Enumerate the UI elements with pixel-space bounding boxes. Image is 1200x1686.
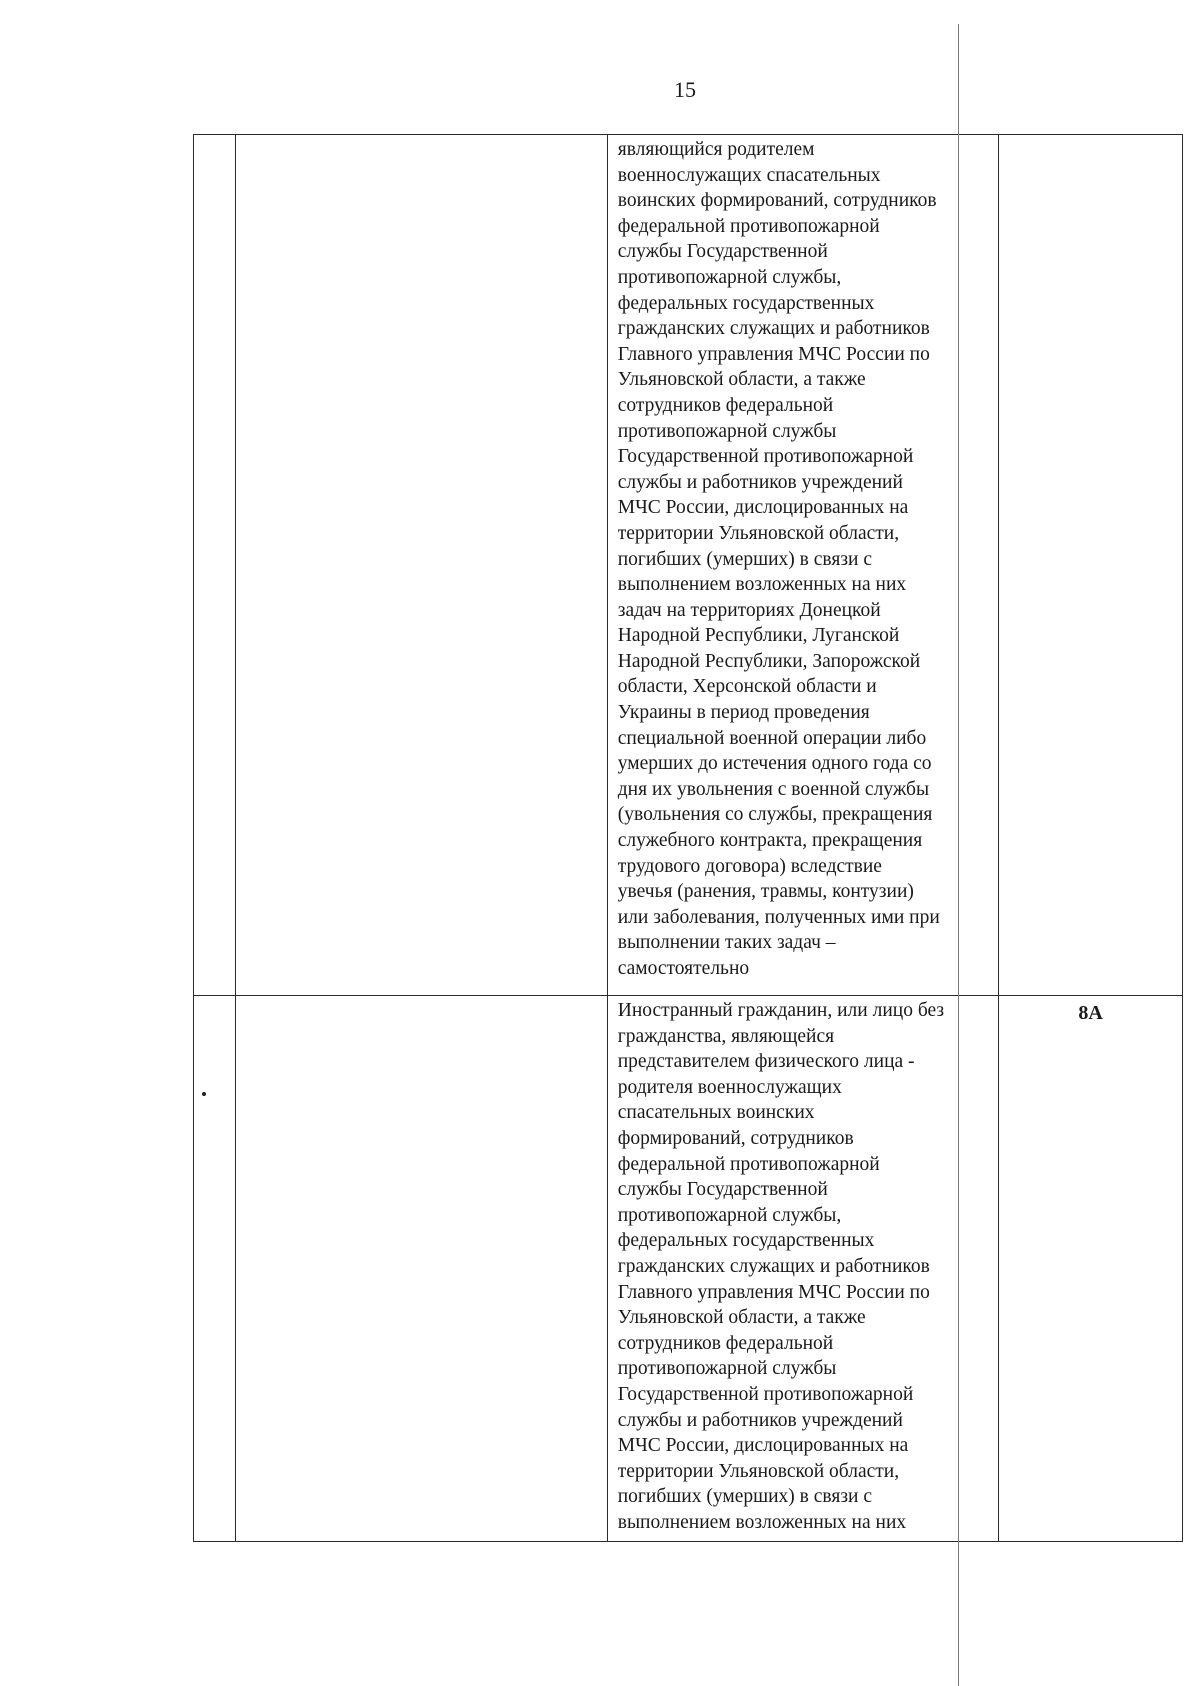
scan-speck <box>202 1092 206 1096</box>
table-cell-description <box>607 996 999 1542</box>
table-cell-name <box>236 996 607 1542</box>
code-text <box>999 135 1182 139</box>
table-cell-code <box>999 135 1183 996</box>
table-cell-index <box>194 996 236 1542</box>
table-cell-name <box>236 135 607 996</box>
table-cell-description <box>607 135 999 996</box>
page-number: 15 <box>674 77 696 102</box>
description-text: Иностранный гражданин, или лицо без гражданства, являющейся представителем физического лица - родителя военнослужащих спасательных воинских формирований, сотрудников федеральной противопожарной службы Государственной противопожарной службы, федеральных государственных гражданских служащих и работников Главного управления МЧС России по Ульяновской области, а также сотрудников федеральной противопожарной службы Государственной противопожарной службы и работников учреждений МЧС России, дислоцированных на территории Ульяновской области, погибших (умерших) в связи с выполнением возложенных на них <box>617 1000 945 1533</box>
table-row <box>194 135 1183 996</box>
document-table <box>193 134 1183 1542</box>
description-text: являющийся родителем военнослужащих спасательных воинских формирований, сотрудников федеральной противопожарной службы Государственной противопожарной службы, федеральных государственных гражданских служащих и работников Главного управления МЧС России по Ульяновской области, а также сотрудников федеральной противопожарной службы Государственной противопожарной службы и работников учреждений МЧС России, дислоцированных на территории Ульяновской области, погибших (умерших) в связи с выполнением возложенных на них задач на территориях Донецкой Народной Республики, Луганской Народной Республики, Запорожской области, Херсонской области и Украины в период проведения специальной военной операции либо умерших до истечения одного года со дня их увольнения с военной службы (увольнения со службы, прекращения служебного контракта, прекращения трудового договора) вследствие увечья (ранения, травмы, контузии) или заболевания, полученных ими при выполнении таких задач – самостоятельно <box>617 139 940 979</box>
table-cell-index <box>194 135 236 996</box>
code-text: 8А <box>1078 1002 1103 1024</box>
scan-fold-line <box>958 24 959 1686</box>
table-cell-code <box>999 996 1183 1542</box>
table-row <box>194 996 1183 1542</box>
